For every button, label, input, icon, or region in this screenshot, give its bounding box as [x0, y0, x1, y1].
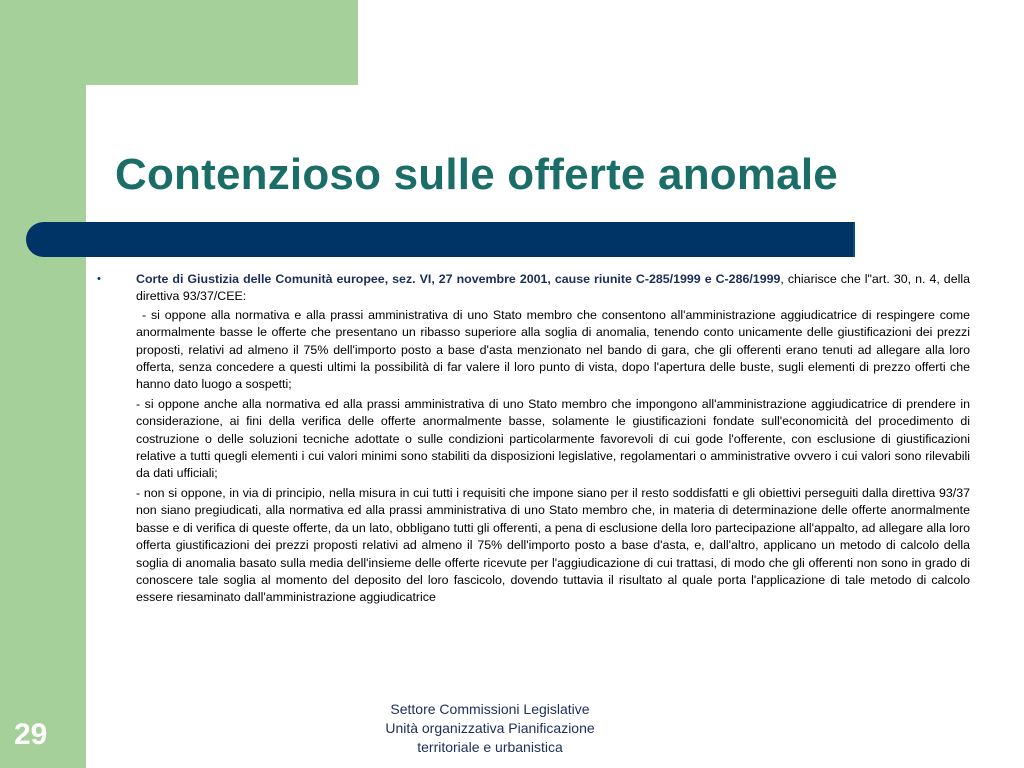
footer-line-3: territoriale e urbanistica: [417, 739, 563, 755]
court-citation: Corte di Giustizia delle Comunità europee, sez. VI, 27 novembre 2001, cause riunite C-285/1999 e C-286/1999: [136, 272, 781, 286]
decorative-green-sidebar: [0, 0, 86, 768]
title-underline-bar: [26, 222, 853, 257]
lead-paragraph: [136, 271, 970, 306]
body-paragraph-3: - non si oppone, in via di principio, nella misura in cui tutti i requisiti che impone siano per il resto soddisfatti e gli obiettivi perseguiti dalla direttiva 93/37 non siano pregiudicati, alla normativa ed alla prassi amministrativa di uno Stato membro che, in materia di determinazione delle offerte anormalmente basse e di verifica di queste offerte, da un lato, obbligano tutti gli offerenti, a pena di esclusione della loro partecipazione all'appalto, ad allegare alla loro offerta giustificazioni dei prezzi proposti relativi ad almeno il 75% dell'importo posto a base d'asta, e, dall'altro, applicano un metodo di calcolo della soglia di anomalia basato sulla media dell'insieme delle offerte ricevute per l'aggiudicazione di cui trattasi, di modo che gli offerenti non sono in grado di conoscere tale soglia al momento del deposito del loro fascicolo, dovendo tuttavia il risultato al quale porta l'applicazione di tale metodo di calcolo essere riesaminato dall'amministrazione aggiudicatrice: [136, 485, 970, 605]
slide-footer: [340, 700, 640, 757]
page-number: 29: [14, 718, 48, 751]
body-paragraph-2: - si oppone anche alla normativa ed alla prassi amministrativa di uno Stato membro che impongono all'amministrazione aggiudicatrice di prendere in considerazione, ai fini della verifica delle offerte anormalmente basse, solamente le giustificazioni fondate sull'economicità del procedimento di costruzione o delle soluzioni tecniche adottate o sulle condizioni particolarmente favorevoli di cui gode l'offerente, con esclusione di giustificazioni relative a tutti quegli elementi i cui valori minimi sono stabiliti da disposizioni legislative, regolamentari o amministrative ovvero i cui valori sono rilevabili da dati ufficiali;: [136, 396, 970, 481]
slide-body: [136, 271, 970, 609]
slide-title: Contenzioso sulle offerte anomale: [115, 150, 838, 199]
body-paragraph-1: - si oppone alla normativa e alla prassi amministrativa di uno Stato membro che consentono all'amministrazione aggiudicatrice di respingere come anormalmente basse le offerte che presentano un ribasso superiore alla soglia di anomalia, tenendo conto unicamente delle giustificazioni dei prezzi proposti, relativi ad almeno il 75% dell'importo posto a base d'asta menzionato nel bando di gara, che gli offerenti erano tenuti ad allegare alla loro offerta, senza concedere a questi ultimi la possibilità di far valere il loro punto di vista, dopo l'apertura delle buste, sugli elementi di prezzo offerti che hanno dato luogo a sospetti;: [136, 307, 970, 392]
lead-continuation: , chiarisce che l"art. 30, n. 4, della direttiva 93/37/CEE:: [136, 272, 970, 304]
footer-line-2: Unità organizzativa Pianificazione: [385, 720, 595, 736]
bullet-icon: •: [97, 273, 101, 285]
footer-line-1: Settore Commissioni Legislative: [390, 701, 590, 717]
title-underline-bar-edge: [853, 222, 855, 257]
